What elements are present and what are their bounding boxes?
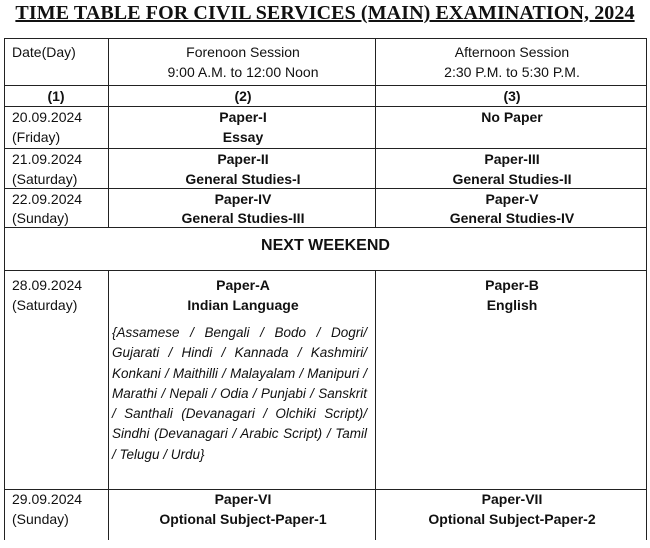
col-divider-1-bottom	[108, 270, 109, 540]
forenoon-paper: Paper-VI	[214, 491, 272, 507]
afternoon-paper: Paper-V	[485, 191, 539, 207]
next-weekend-heading: NEXT WEEKEND	[261, 237, 390, 254]
header-forenoon-time: 9:00 A.M. to 12:00 Noon	[167, 64, 319, 80]
afternoon-subject: Optional Subject-Paper-2	[428, 511, 596, 527]
table-border-top	[4, 38, 647, 39]
row-day: (Saturday)	[12, 171, 78, 187]
forenoon-subject: Indian Language	[187, 297, 299, 313]
forenoon-subject: General Studies-I	[185, 171, 301, 187]
forenoon-subject: Optional Subject-Paper-1	[159, 511, 327, 527]
row-date: 21.09.2024	[12, 151, 83, 167]
afternoon-paper: No Paper	[481, 109, 543, 125]
forenoon-paper: Paper-II	[217, 151, 269, 167]
row-date: 20.09.2024	[12, 109, 83, 125]
table-border-left	[4, 38, 5, 540]
column-number-3: (3)	[503, 88, 521, 104]
page-title: TIME TABLE FOR CIVIL SERVICES (MAIN) EXAMINATION, 2024	[15, 2, 635, 24]
forenoon-subject: General Studies-III	[181, 210, 305, 226]
col-divider-1-top	[108, 38, 109, 227]
afternoon-paper: Paper-VII	[481, 491, 543, 507]
afternoon-paper: Paper-III	[484, 151, 540, 167]
language-list: {Assamese / Bengali / Bodo / Dogri/ Gujarati / Hindi / Kannada / Kashmiri/ Konkani / Maithilli / Malayalam / Manipuri / Marathi / Nepali / Odia / Punjabi / Sanskrit / Santhali (Devanagari / Olchiki Script)/ Sindhi (Devanagari / Arabic Script) / Tamil / Telugu / Urdu}	[112, 325, 367, 462]
row-day: (Sunday)	[12, 210, 69, 226]
row-day: (Friday)	[12, 129, 61, 145]
row-date: 29.09.2024	[12, 491, 83, 507]
forenoon-paper: Paper-IV	[214, 191, 272, 207]
row-divider	[4, 270, 647, 271]
column-number-1: (1)	[47, 88, 65, 104]
forenoon-subject: Essay	[222, 129, 264, 145]
header-forenoon: Forenoon Session	[186, 44, 300, 60]
header-date-day: Date(Day)	[12, 44, 76, 60]
forenoon-paper: Paper-I	[219, 109, 267, 125]
row-day: (Saturday)	[12, 297, 78, 313]
afternoon-subject: English	[486, 297, 538, 313]
timetable	[4, 38, 647, 548]
row-day: (Sunday)	[12, 511, 69, 527]
afternoon-subject: General Studies-IV	[449, 210, 575, 226]
afternoon-paper: Paper-B	[485, 277, 539, 293]
afternoon-subject: General Studies-II	[452, 171, 572, 187]
forenoon-paper: Paper-A	[216, 277, 270, 293]
row-date: 28.09.2024	[12, 277, 83, 293]
header-afternoon-time: 2:30 P.M. to 5:30 P.M.	[444, 64, 580, 80]
column-number-2: (2)	[234, 88, 252, 104]
row-date: 22.09.2024	[12, 191, 83, 207]
header-afternoon: Afternoon Session	[454, 44, 570, 60]
